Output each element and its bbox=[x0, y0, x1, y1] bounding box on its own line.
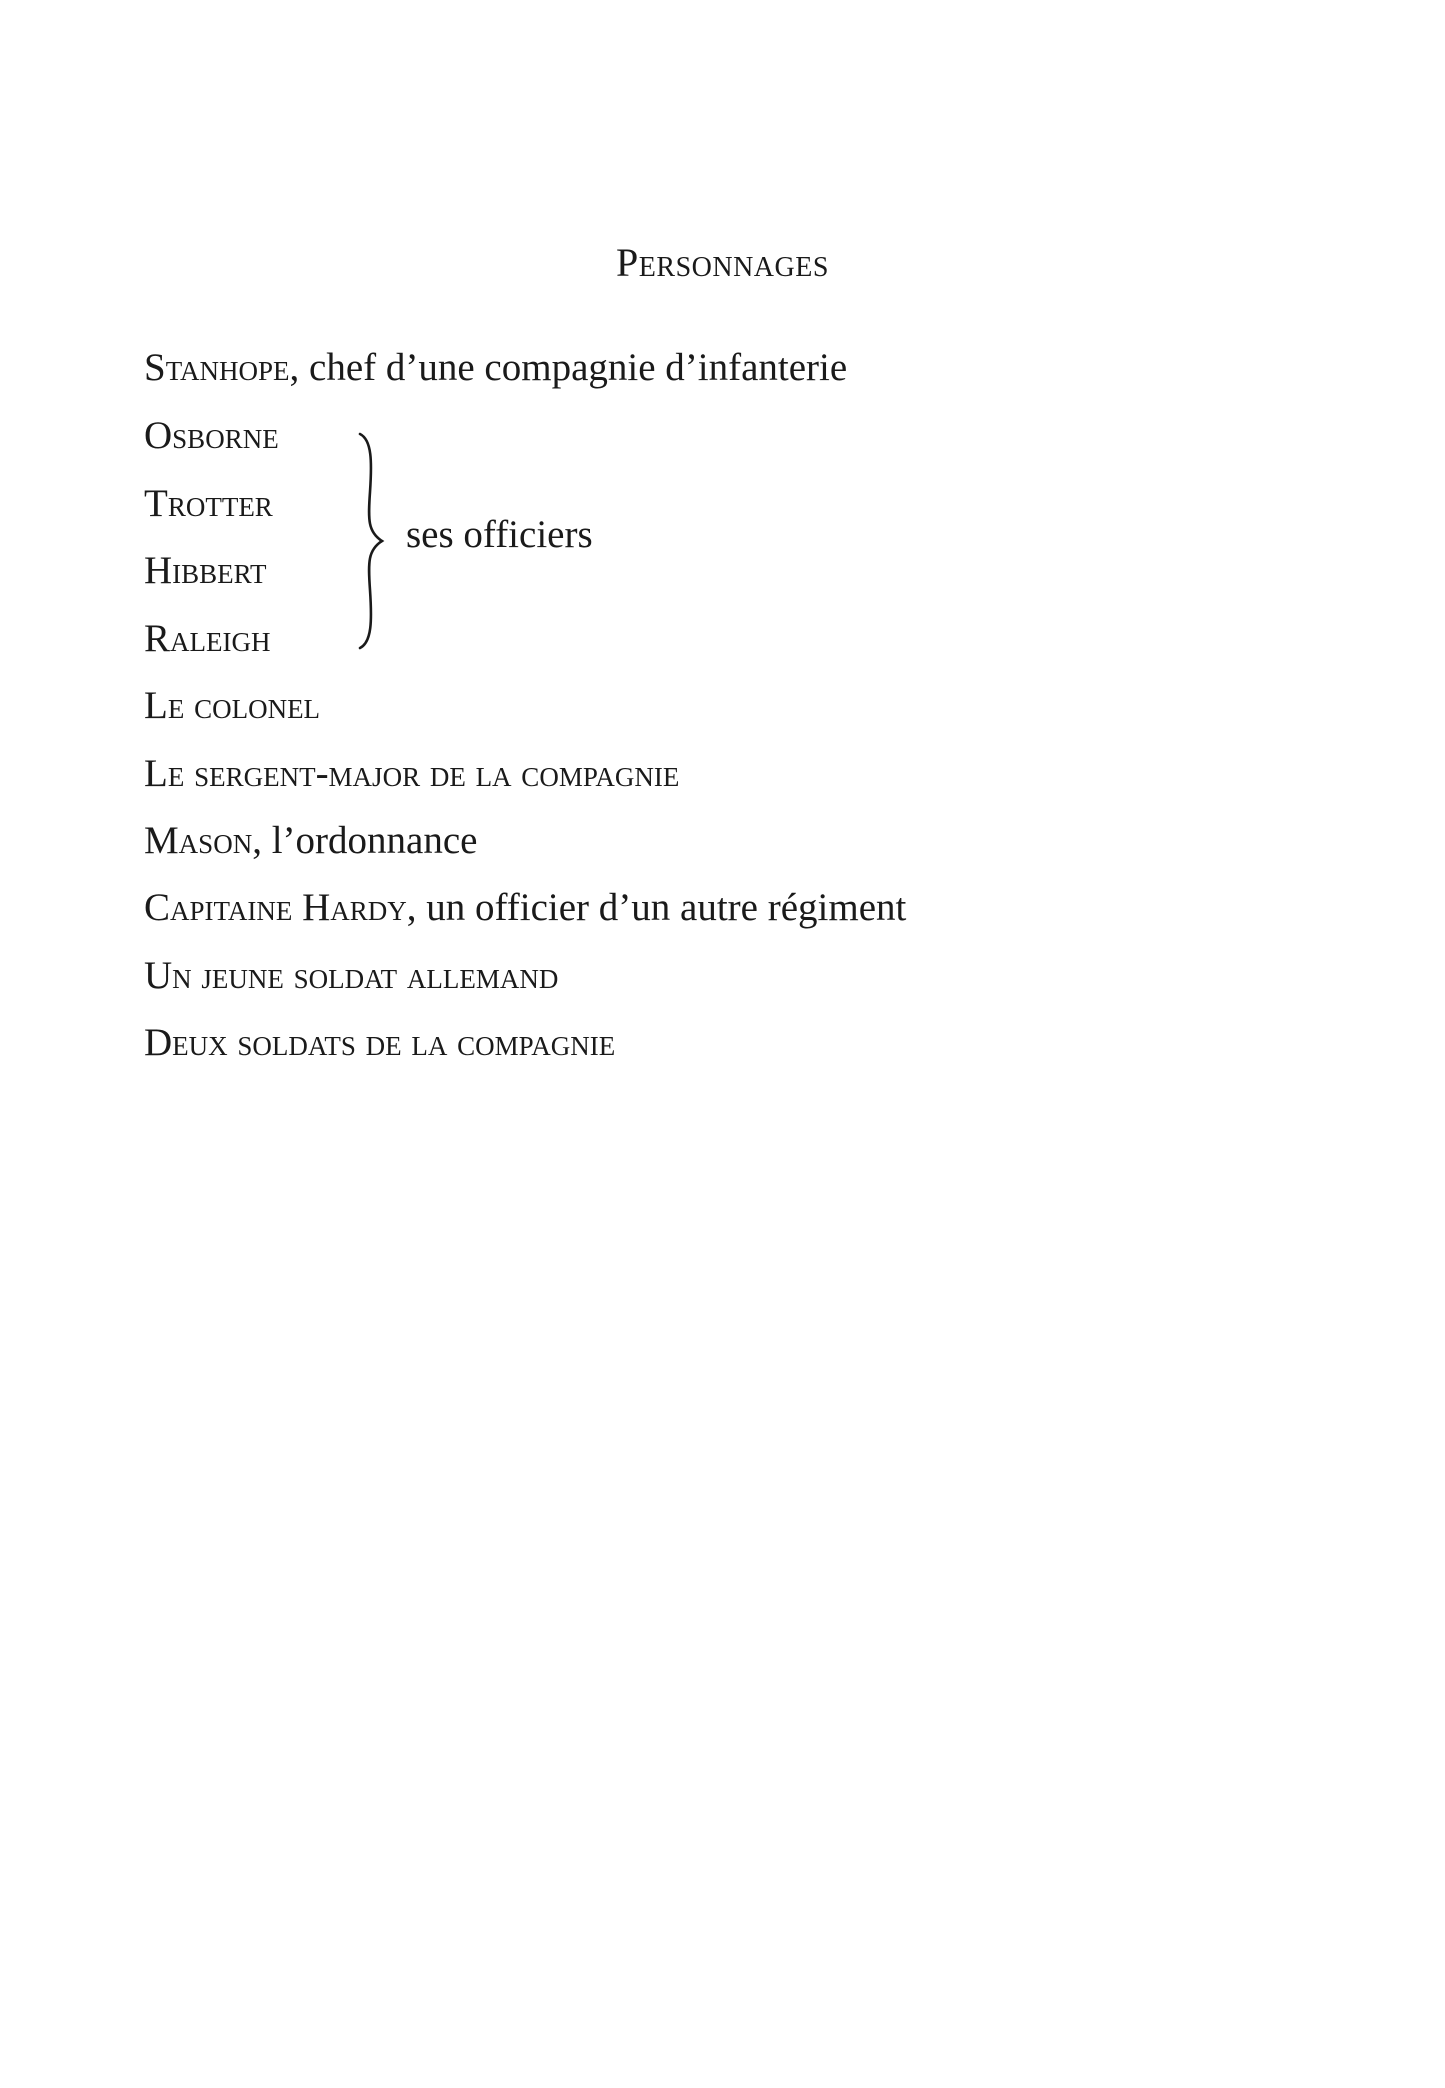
character-name: Stanhope bbox=[144, 346, 290, 389]
character-entry-stanhope bbox=[144, 340, 847, 396]
character-entry-colonel: Le colonel bbox=[144, 684, 321, 727]
character-name: Mason bbox=[144, 819, 253, 862]
character-entry-trotter: Trotter bbox=[144, 482, 273, 525]
character-entry-hibbert: Hibbert bbox=[144, 549, 267, 592]
curly-brace-icon bbox=[358, 432, 388, 650]
character-entry-deux-soldats: Deux soldats de la compagnie bbox=[144, 1021, 616, 1064]
character-entry-soldat-allemand: Un jeune soldat allemand bbox=[144, 954, 559, 997]
page-title: Personnages bbox=[616, 240, 829, 285]
officers-group-label: ses officiers bbox=[406, 513, 593, 556]
character-entry-raleigh: Raleigh bbox=[144, 617, 271, 660]
character-description: , chef d’une compagnie d’infanterie bbox=[289, 346, 848, 389]
character-description: , l’ordonnance bbox=[252, 819, 478, 862]
character-entry-mason bbox=[144, 813, 477, 869]
character-name: Capitaine Hardy bbox=[144, 886, 407, 929]
character-entry-hardy bbox=[144, 880, 906, 936]
character-entry-sergent-major: Le sergent-major de la compagnie bbox=[144, 752, 680, 795]
character-entry-osborne: Osborne bbox=[144, 414, 279, 457]
character-description: , un officier d’un autre régiment bbox=[406, 886, 907, 929]
